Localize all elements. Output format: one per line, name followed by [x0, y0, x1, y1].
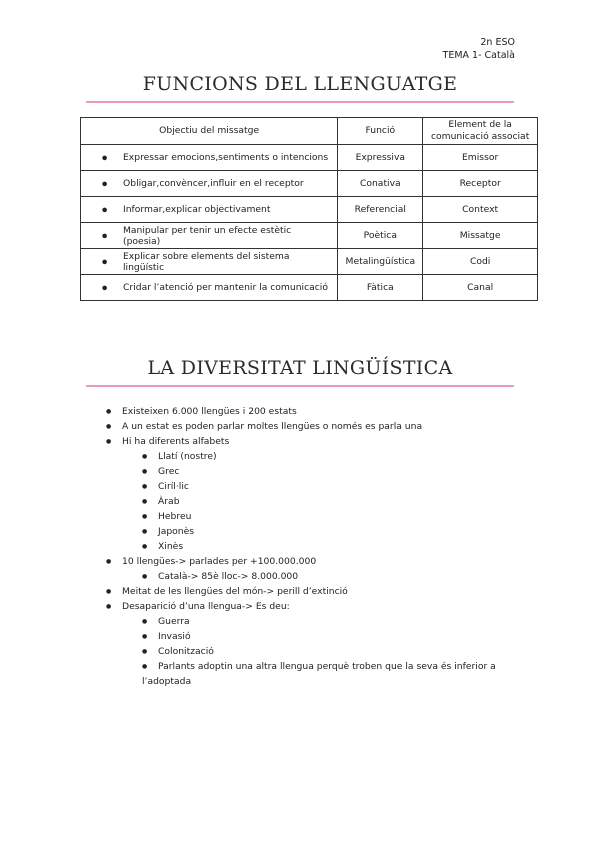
sublist-item: ● Grec: [142, 464, 526, 479]
objective-text: Informar,explicar objectivament: [123, 204, 271, 215]
sublist-item: ● Guerra: [142, 614, 526, 629]
table-row: [81, 275, 538, 301]
functions-table: [80, 117, 538, 301]
alphabets-sublist: [122, 449, 526, 554]
element-cell: Receptor: [423, 171, 538, 197]
objective-text: Manipular per tenir un efecte estètic (poesia): [123, 224, 292, 247]
sublist-item-line: ● Parlants adoptin una altra llengua perquè troben que la seva és inferior a: [158, 661, 496, 672]
objective-cell: [81, 223, 338, 249]
objective-text: Explicar sobre elements del sistema lingüístic: [123, 250, 290, 273]
objective-cell: [81, 197, 338, 223]
element-cell: Emissor: [423, 145, 538, 171]
function-cell: Metalingüística: [338, 249, 423, 275]
list-item: [106, 599, 526, 689]
sublist-item: ● Llatí (nostre): [142, 449, 526, 464]
list-item-text: 10 llengües-> parlades per +100.000.000: [122, 556, 317, 567]
sublist-item: ● Ciríl·lic: [142, 479, 526, 494]
table-row: [81, 145, 538, 171]
list-item: [106, 554, 526, 584]
list-item: [106, 434, 526, 554]
objective-text: Cridar l’atenció per mantenir la comunicació: [123, 282, 328, 293]
diversity-list: [106, 404, 526, 689]
function-cell: Fàtica: [338, 275, 423, 301]
sublist-item: ● Xinès: [142, 539, 526, 554]
function-cell: Referencial: [338, 197, 423, 223]
ranking-sublist: [122, 569, 526, 584]
list-item-text: Hi ha diferents alfabets: [122, 436, 230, 447]
element-cell: Context: [423, 197, 538, 223]
sublist-item: [142, 659, 526, 674]
sublist-item: ● Català-> 85è lloc-> 8.000.000: [142, 569, 526, 584]
list-item: ● Existeixen 6.000 llengües i 200 estats: [106, 404, 526, 419]
table-row: [81, 171, 538, 197]
function-cell: Conativa: [338, 171, 423, 197]
objective-cell: [81, 145, 338, 171]
element-cell: Codi: [423, 249, 538, 275]
title-underline: [86, 101, 514, 103]
column-header: Objectiu del missatge: [81, 118, 338, 145]
continuation-line: l’adoptada: [142, 676, 192, 687]
table-header-row: [81, 118, 538, 145]
element-cell: Canal: [423, 275, 538, 301]
column-header: Element de la comunicació associat: [423, 118, 538, 145]
sublist-item: ● Invasió: [142, 629, 526, 644]
table-row: [81, 197, 538, 223]
table-row: [81, 249, 538, 275]
sublist-item: ● Japonès: [142, 524, 526, 539]
objective-text: Expressar emocions,sentiments o intencions: [123, 152, 329, 163]
objective-text: Obligar,convèncer,influir en el receptor: [123, 178, 304, 189]
section-title-functions: FUNCIONS DEL LLENGUATGE: [142, 73, 458, 95]
list-item: ● Meitat de les llengües del món-> perill d’extinció: [106, 584, 526, 599]
list-item-text: Desaparició d’una llengua-> Es deu:: [122, 601, 290, 612]
header-info: [443, 36, 515, 62]
function-cell: Poètica: [338, 223, 423, 249]
sublist-item: ● Hebreu: [142, 509, 526, 524]
column-header: Funció: [338, 118, 423, 145]
sublist-item: ● Àrab: [142, 494, 526, 509]
objective-cell: [81, 275, 338, 301]
section-title-diversity: LA DIVERSITAT LINGÜÍSTICA: [147, 357, 453, 379]
title-underline: [86, 385, 514, 387]
objective-cell: [81, 249, 338, 275]
objective-cell: [81, 171, 338, 197]
table-row: [81, 223, 538, 249]
list-item: ● A un estat es poden parlar moltes llengües o només es parla una: [106, 419, 526, 434]
function-cell: Expressiva: [338, 145, 423, 171]
causes-sublist: [122, 614, 526, 674]
header-topic: TEMA 1- Català: [442, 50, 515, 61]
header-course: 2n ESO: [480, 37, 515, 48]
sublist-item: ● Colonització: [142, 644, 526, 659]
element-cell: Missatge: [423, 223, 538, 249]
